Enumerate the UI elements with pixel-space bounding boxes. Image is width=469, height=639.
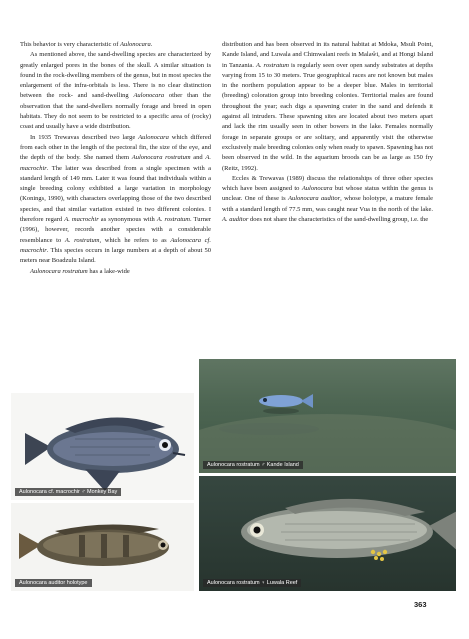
fish-photo-illustration (199, 359, 456, 473)
photo-rostratum-kande-island (199, 359, 456, 473)
photo-caption: Aulonocara auditor holotype (15, 579, 92, 587)
text-column-right (222, 40, 433, 225)
photo-macrochir-monkey-bay (11, 393, 194, 500)
paragraph: Eccles & Trewavas (1989) discuss the relationships of three other species which have been assigned to Aulonocara but whose status within the genus is unclear. One of these is Aulonocara auditor, whose holotype, a mature female with a standard length of 77.5 mm, was caught near Vua in the north of the lake. A. auditor does not share the characteristics of the sand-dwelling group, i.e. the (222, 174, 433, 224)
photo-caption: Aulonocara rostratum ♂ Kande Island (203, 461, 303, 469)
photo-caption: Aulonocara cf. macrochir ♂ Monkey Bay (15, 488, 121, 496)
fish-photo-illustration (199, 476, 456, 591)
page-number: 363 (414, 600, 427, 609)
paragraph: As mentioned above, the sand-dwelling species are characterized by greatly enlarged pores in the bones of the skull. A similar situation is found in the rock-dwelling members of the genus, but in most species the enlargement of the infra-orbitals is less. There is no clear distinction between the rock- and sand-dwelling Aulonocara other than the observation that the sand-dwellers normally forage and breed in open habitats. They do not seem to be restricted to a specific area of (rocky) coast and usually have a wide distribution. (20, 51, 211, 131)
photo-caption: Aulonocara rostratum ♀ Luwala Reef (203, 579, 301, 587)
paragraph: In 1935 Trewavas described two large Aulonocara which differed from each other in the length of the pectoral fin, the size of the eye, and the depth of the body. She named them Aulonocara rostratum and A. macrochir. The latter was described from a single specimen with a standard length of 149 mm. Later it was found that individuals within a single breeding colony exhibited a large variation in morphology (Konings, 1990), with characters overlapping those of the two described species, and that similar variation existed in two different colonies. I therefore regard A. macrochir as synonymous with A. rostratum. Turner (1996), however, records another species with a considerable resemblance to A. rostratum, which he refers to as Aulonocara cf. macrochir. This species occurs in large numbers at a depth of about 50 meters near Boadzulu Island. (20, 133, 212, 265)
paragraph: distribution and has been observed in its natural habitat at Mdoka, Msuli Point, Kande Island, and Luwala and Chimwalani reefs in Malaŵi, and at Hongi Island in Tanzania. A. rostratum is regularly seen over open sandy substrates at depths varying from 15 to 30 meters. True geographical races are not known but males in the northern population appear to be a deeper blue. Males in territorial (breeding) coloration group into breeding colonies. Territorial males are found throughout the year; each digs a spawning crater in the sand and defends it against all intruders. These spawning sites are located about two meters apart and lack the rim usually seen in other bowers in the lake. Females normally forage in separate groups or are solitary, and apparently visit the otherwise exclusively male breeding colonies only when ready to spawn. Spawning has not been observed in the wild. In the aquarium broods can be as large as 150 fry (Reitz, 1992). (222, 41, 433, 172)
fish-photo-illustration (11, 393, 194, 500)
paragraph: This behavior is very characteristic of Aulonocara. (20, 41, 153, 48)
fish-photo-illustration (11, 503, 194, 591)
photo-rostratum-luwala-reef (199, 476, 456, 591)
photo-auditor-holotype (11, 503, 194, 591)
paragraph: Aulonocara rostratum has a lake-wide (30, 267, 130, 275)
text-column-left (20, 40, 211, 277)
